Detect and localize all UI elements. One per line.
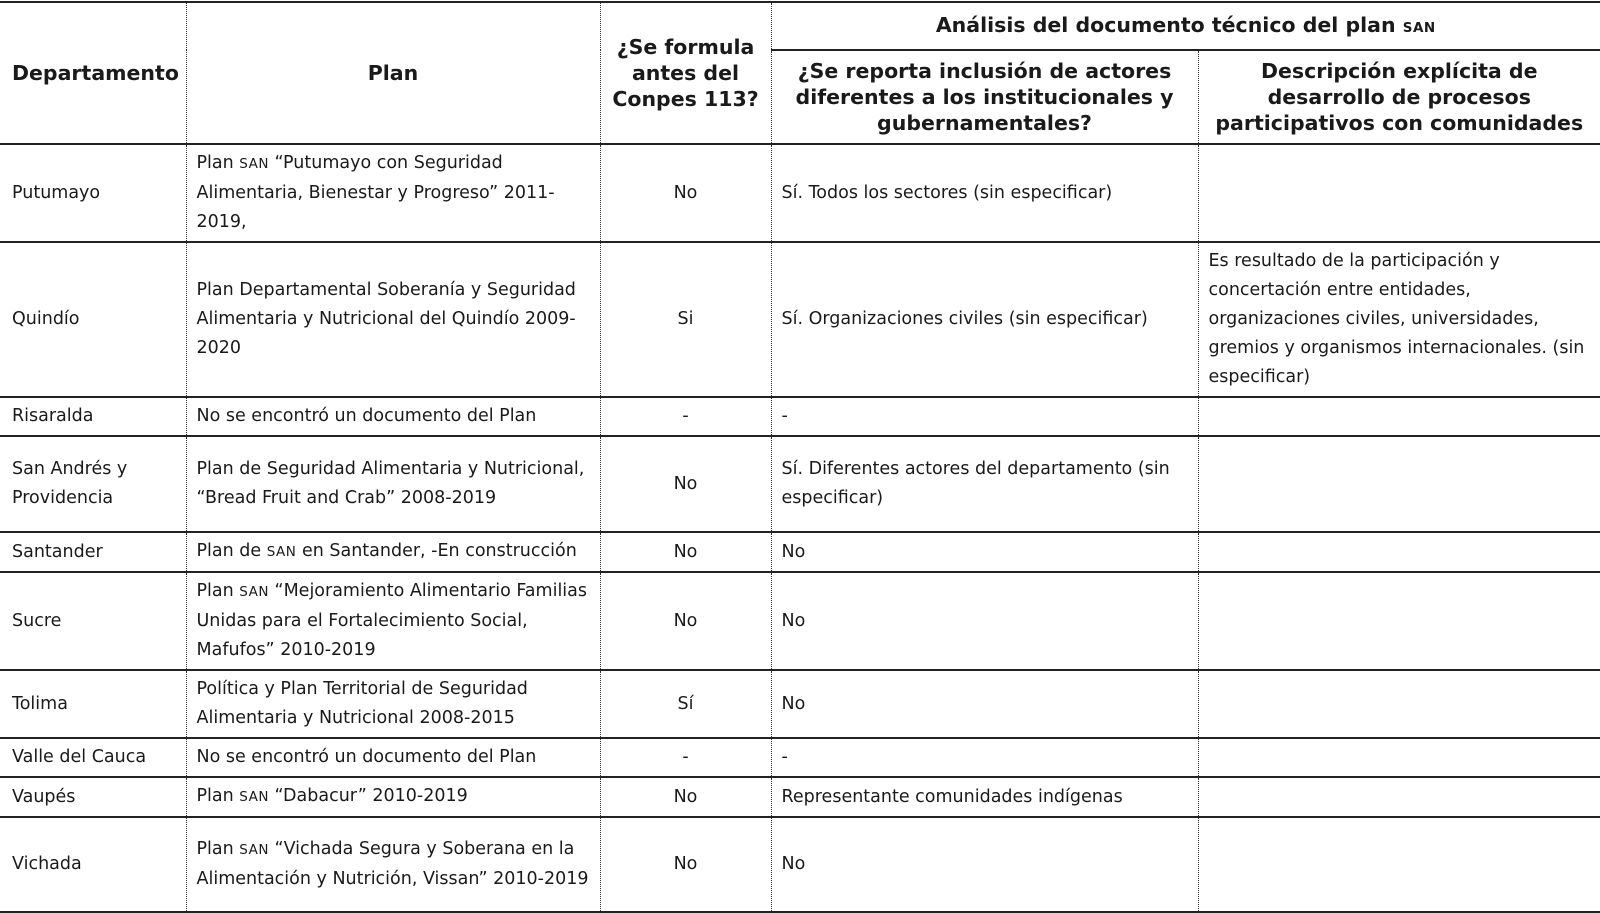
cell-plan: Plan Departamental Soberanía y Seguridad Alimentaria y Nutricional del Quindío 2009-2020 [186,242,600,397]
table-body [0,144,1600,912]
cell-departamento: San Andrés y Providencia [0,436,186,532]
cell-inclusion: - [771,738,1198,777]
cell-descripcion [1198,436,1600,532]
cell-formula: No [600,532,771,572]
cell-formula: No [600,436,771,532]
cell-inclusion: Sí. Todos los sectores (sin especificar) [771,144,1198,242]
cell-formula: - [600,397,771,436]
cell-inclusion: No [771,670,1198,738]
cell-formula: No [600,817,771,912]
cell-departamento: Putumayo [0,144,186,242]
cell-plan: Plan de Seguridad Alimentaria y Nutricional, “Bread Fruit and Crab” 2008-2019 [186,436,600,532]
table-row [0,572,1600,670]
acronym-san: SAN [239,584,269,600]
cell-inclusion: No [771,532,1198,572]
cell-descripcion [1198,144,1600,242]
cell-formula: No [600,572,771,670]
cell-departamento: Vaupés [0,777,186,817]
table-row [0,397,1600,436]
header-departamento: Departamento [0,2,186,144]
cell-departamento: Tolima [0,670,186,738]
header-plan: Plan [186,2,600,144]
cell-plan: Plan de SAN en Santander, -En construcción [186,532,600,572]
cell-plan: Plan SAN “Putumayo con Seguridad Alimentaria, Bienestar y Progreso” 2011-2019, [186,144,600,242]
cell-descripcion [1198,670,1600,738]
table-row [0,670,1600,738]
cell-inclusion: No [771,572,1198,670]
table-row [0,242,1600,397]
cell-plan: No se encontró un documento del Plan [186,397,600,436]
header-formula: ¿Se formula antes del Conpes 113? [600,2,771,144]
cell-plan: No se encontró un documento del Plan [186,738,600,777]
acronym-san: SAN [1402,19,1436,36]
cell-departamento: Vichada [0,817,186,912]
cell-departamento: Risaralda [0,397,186,436]
cell-plan: Política y Plan Territorial de Seguridad Alimentaria y Nutricional 2008-2015 [186,670,600,738]
header-descripcion: Descripción explícita de desarrollo de procesos participativos con comunidades [1198,50,1600,144]
cell-formula: No [600,144,771,242]
cell-descripcion [1198,738,1600,777]
cell-descripcion [1198,777,1600,817]
acronym-san: SAN [239,156,269,172]
cell-formula: Sí [600,670,771,738]
cell-plan: Plan SAN “Vichada Segura y Soberana en la Alimentación y Nutrición, Vissan” 2010-2019 [186,817,600,912]
cell-inclusion: Representante comunidades indígenas [771,777,1198,817]
cell-descripcion: Es resultado de la participación y concertación entre entidades, organizaciones civiles, universidades, gremios y organismos internacionales. (sin especificar) [1198,242,1600,397]
cell-inclusion: - [771,397,1198,436]
header-inclusion: ¿Se reporta inclusión de actores diferentes a los institucionales y gubernamentales? [771,50,1198,144]
table-row [0,436,1600,532]
cell-departamento: Quindío [0,242,186,397]
cell-formula: No [600,777,771,817]
cell-formula: Si [600,242,771,397]
table-row [0,532,1600,572]
cell-inclusion: Sí. Organizaciones civiles (sin especificar) [771,242,1198,397]
table-row [0,738,1600,777]
cell-departamento: Santander [0,532,186,572]
plans-table [0,1,1600,913]
cell-descripcion [1198,817,1600,912]
table-row [0,777,1600,817]
acronym-san: SAN [239,789,269,805]
cell-formula: - [600,738,771,777]
cell-descripcion [1198,397,1600,436]
cell-inclusion: No [771,817,1198,912]
table-row [0,817,1600,912]
cell-departamento: Valle del Cauca [0,738,186,777]
cell-descripcion [1198,572,1600,670]
acronym-san: SAN [266,544,297,560]
cell-descripcion [1198,532,1600,572]
cell-plan: Plan SAN “Mejoramiento Alimentario Familias Unidas para el Fortalecimiento Social, Mafufos” 2010-2019 [186,572,600,670]
cell-plan: Plan SAN “Dabacur” 2010-2019 [186,777,600,817]
cell-inclusion: Sí. Diferentes actores del departamento (sin especificar) [771,436,1198,532]
cell-departamento: Sucre [0,572,186,670]
header-analisis-group: Análisis del documento técnico del plan SAN [771,2,1600,50]
acronym-san: SAN [239,842,269,858]
table-header [0,2,1600,144]
table-row [0,144,1600,242]
